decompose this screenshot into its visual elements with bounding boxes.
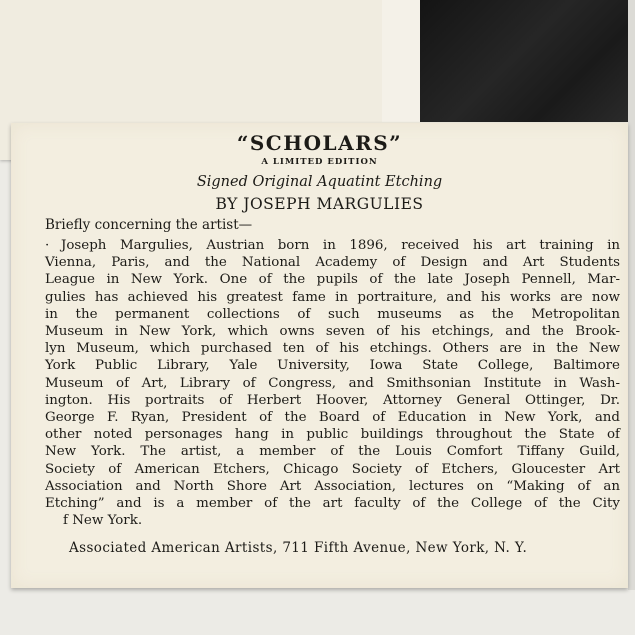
bio-line: f New York.	[63, 513, 143, 529]
bio-line: ington. His portraits of Herbert Hoover, Attorney General Ottinger, Dr.	[45, 392, 620, 408]
bio-line: League in New York. One of the pupils of the late Joseph Pennell, Mar-	[45, 272, 620, 288]
bio-line: gulies has achieved his greatest fame in portraiture, and his works are now	[45, 289, 620, 305]
artist-byline: BY JOSEPH MARGULIES	[215, 195, 424, 213]
edition-label: A LIMITED EDITION	[261, 157, 378, 167]
bio-line: Museum of Art, Library of Congress, and Smithsonian Institute in Wash-	[45, 375, 620, 391]
intro-heading: Briefly concerning the artist—	[45, 217, 253, 233]
bio-line	[45, 237, 620, 254]
bio-line: York Public Library, Yale University, Iowa State College, Baltimore	[45, 358, 620, 374]
bio-line: Etching” and is a member of the art faculty of the College of the City	[45, 496, 620, 512]
document-subtitle: Signed Original Aquatint Etching	[196, 174, 443, 190]
bio-line: New York. The artist, a member of the Louis Comfort Tiffany Guild,	[45, 444, 620, 460]
artist-biography	[45, 237, 620, 529]
background-card-edge	[382, 0, 420, 122]
etching-print-corner	[420, 0, 635, 122]
publisher-address: Associated American Artists, 711 Fifth Avenue, New York, N. Y.	[69, 540, 528, 556]
bio-line: Society of American Etchers, Chicago Society of Etchers, Gloucester Art	[45, 461, 620, 477]
bullet-mark: ·	[45, 238, 50, 253]
document-title: “SCHOLARS”	[236, 131, 403, 155]
bio-line: in the permanent collections of such museums as the Metropolitan	[45, 306, 620, 322]
bio-line: lyn Museum, which purchased ten of his etchings. Others are in the New	[45, 341, 620, 357]
backdrop	[628, 0, 635, 590]
bio-line: Vienna, Paris, and the National Academy of Design and Art Students	[45, 255, 620, 271]
bio-line-text: Joseph Margulies, Austrian born in 1896, received his art training in	[61, 238, 620, 253]
bio-line: other noted personages hang in public buildings throughout the State of	[45, 427, 620, 443]
description-card	[11, 123, 628, 588]
bio-line: Museum in New York, which owns seven of his etchings, and the Brook-	[45, 324, 620, 340]
bio-line: George F. Ryan, President of the Board of Education in New York, and	[45, 410, 620, 426]
bio-line: Association and North Shore Art Association, lectures on “Making of an	[45, 478, 620, 494]
